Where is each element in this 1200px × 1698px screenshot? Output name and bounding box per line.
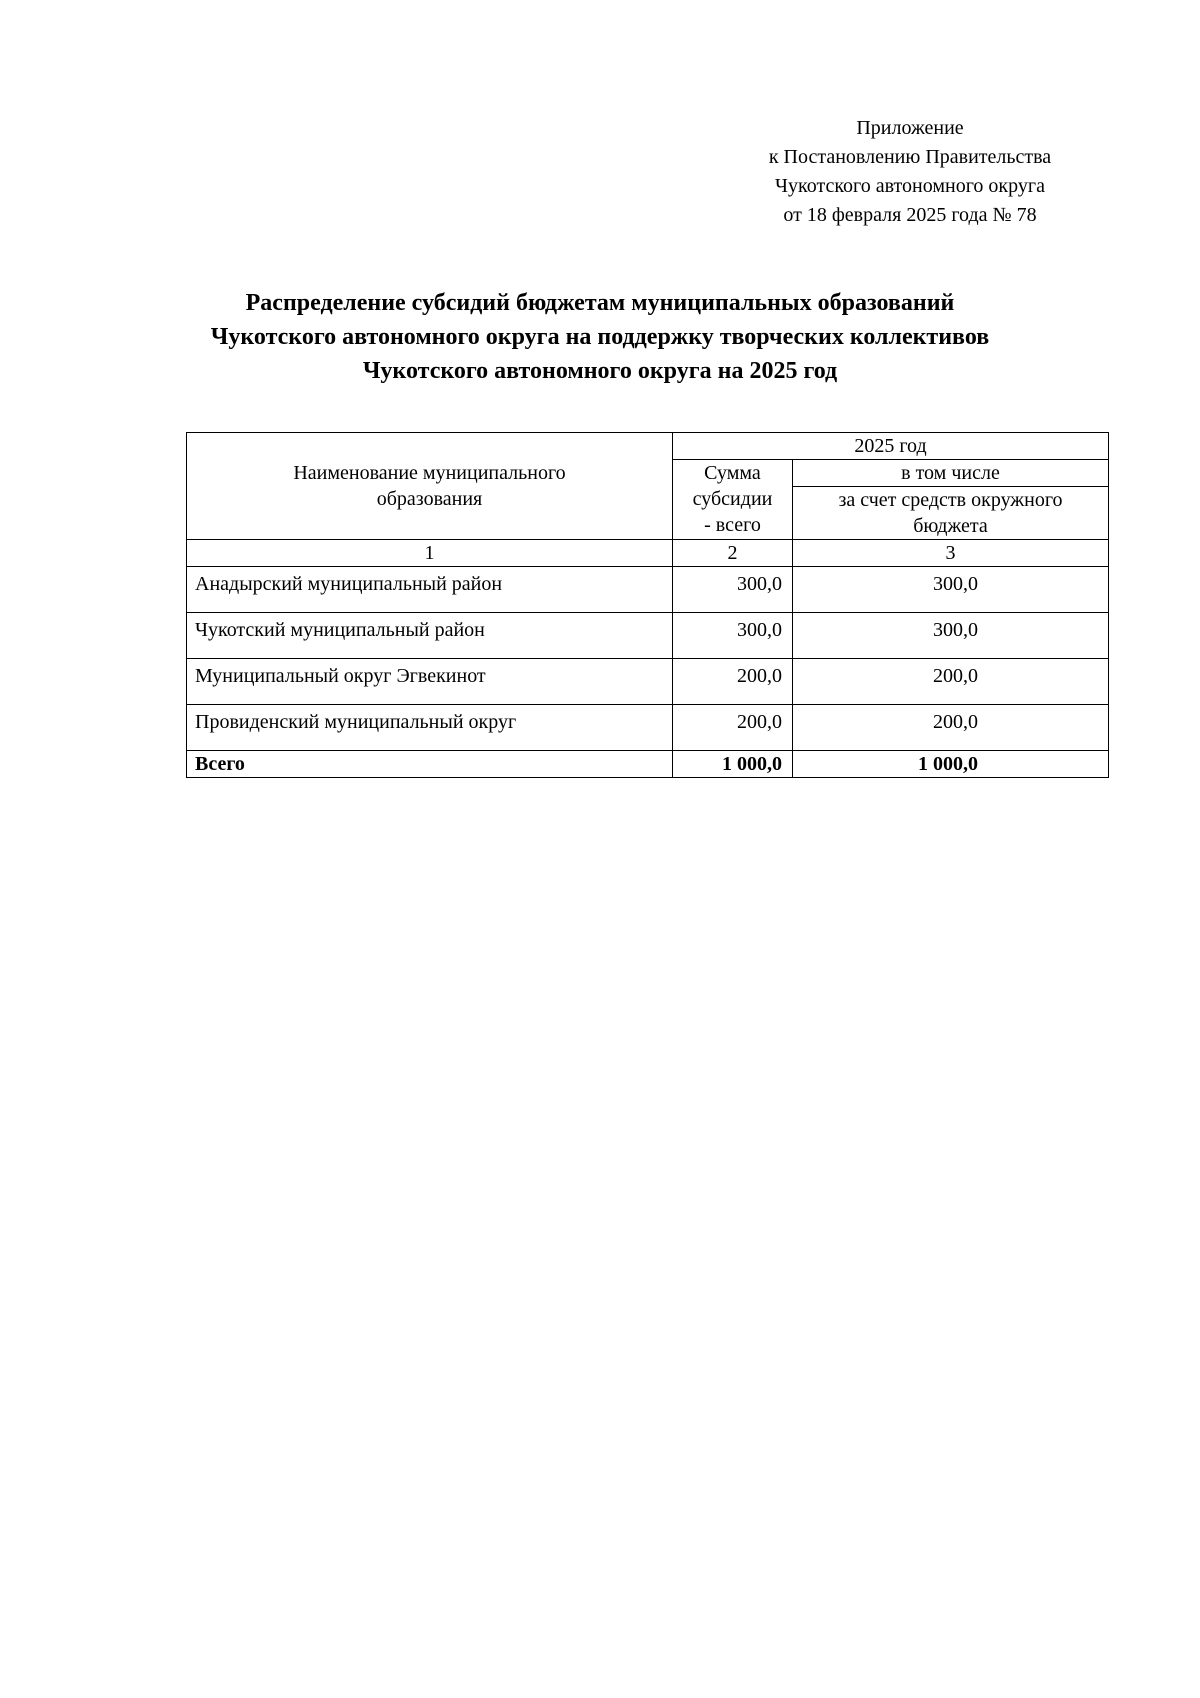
subsidy-total: 200,0: [673, 659, 793, 705]
table-row: [187, 659, 1109, 705]
municipality-name: Муниципальный округ Эгвекинот: [187, 659, 673, 705]
appendix-line: Приложение: [856, 117, 964, 139]
document-title: [100, 286, 1100, 388]
municipality-name: Провиденский муниципальный округ: [187, 705, 673, 751]
header-row: [187, 433, 1109, 460]
municipality-name: Анадырский муниципальный район: [187, 567, 673, 613]
header-sum-line: Сумма: [704, 462, 761, 484]
okrug-budget-amount: 300,0: [793, 567, 1109, 613]
appendix-line: Чукотского автономного округа: [775, 175, 1045, 197]
header-sum-line: субсидии: [692, 488, 773, 510]
header-name-cell: [187, 433, 673, 540]
title-line: Чукотского автономного округа на 2025 год: [362, 358, 838, 384]
title-line: Чукотского автономного округа на поддержку творческих коллективов: [210, 324, 990, 350]
header-name-line: Наименование муниципального: [293, 462, 566, 484]
header-name-line: образования: [376, 488, 483, 510]
header-okrug-cell: [793, 487, 1109, 540]
total-row: [187, 751, 1109, 778]
total-label: Всего: [187, 751, 673, 778]
total-subsidy: 1 000,0: [673, 751, 793, 778]
subsidy-total: 300,0: [673, 567, 793, 613]
appendix-line: к Постановлению Правительства: [768, 146, 1052, 168]
subsidy-total: 200,0: [673, 705, 793, 751]
distribution-table: [186, 432, 1109, 778]
title-line: Распределение субсидий бюджетам муниципальных образований: [245, 290, 955, 316]
subsidy-total: 300,0: [673, 613, 793, 659]
table-row: [187, 613, 1109, 659]
okrug-budget-amount: 200,0: [793, 659, 1109, 705]
column-number-row: [187, 540, 1109, 567]
header-okrug-line: за счет средств окружного: [838, 489, 1063, 511]
column-number: 2: [673, 540, 793, 567]
appendix-block: [700, 114, 1120, 230]
header-including-cell: в том числе: [793, 460, 1109, 487]
total-okrug-budget: 1 000,0: [793, 751, 1109, 778]
header-okrug-line: бюджета: [913, 515, 988, 537]
okrug-budget-amount: 300,0: [793, 613, 1109, 659]
okrug-budget-amount: 200,0: [793, 705, 1109, 751]
municipality-name: Чукотский муниципальный район: [187, 613, 673, 659]
column-number: 3: [793, 540, 1109, 567]
header-year-cell: 2025 год: [673, 433, 1109, 460]
table-row: [187, 705, 1109, 751]
appendix-date-line: от 18 февраля 2025 года № 78: [783, 204, 1037, 226]
table-row: [187, 567, 1109, 613]
header-sum-line: - всего: [704, 514, 761, 536]
header-sum-cell: [673, 460, 793, 540]
column-number: 1: [187, 540, 673, 567]
